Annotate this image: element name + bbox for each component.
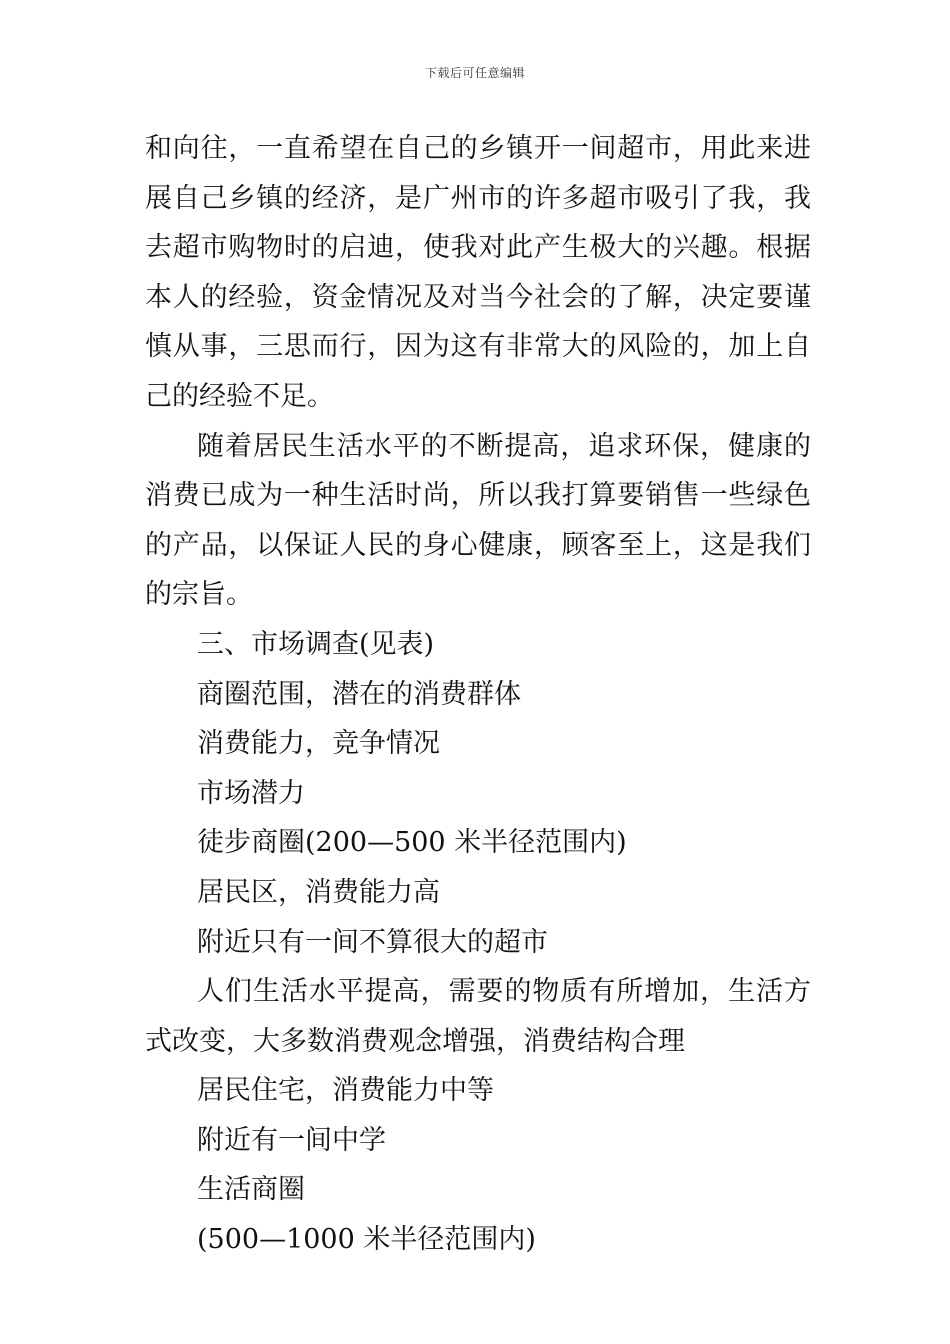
survey-line-walking-area: 徒步商圈(200—500 米半径范围内) [197,827,627,859]
body-text [145,124,811,1265]
survey-line-radius-range: (500—1000 米半径范围内) [197,1224,536,1256]
paragraph-living-standard: 人们生活水平提高，需要的物质有所增加，生活方式改变，大多数消费观念增强，消费结构合理 [145,976,811,1057]
survey-line-nearby-school: 附近有一间中学 [197,1124,386,1156]
survey-line-living-area: 生活商圈 [197,1174,305,1206]
survey-line-residential-medium: 居民住宅，消费能力中等 [197,1075,494,1107]
survey-line-market-potential: 市场潜力 [197,777,305,809]
survey-line-consumption-competition: 消费能力，竞争情况 [197,728,440,760]
header-note: 下载后可任意编辑 [424,66,525,80]
survey-line-residential-high: 居民区，消费能力高 [197,876,440,908]
paragraph-consumption: 随着居民生活水平的不断提高，追求环保，健康的消费已成为一种生活时尚，所以我打算要销售一些绿色的产品，以保证人民的身心健康，顾客至上，这是我们的宗旨。 [145,430,811,611]
survey-line-trade-area: 商圈范围，潜在的消费群体 [197,678,521,710]
section-title-market-survey: 三、市场调查(见表) [197,628,435,660]
survey-line-nearby-supermarket: 附近只有一间不算很大的超市 [197,926,548,958]
paragraph-intro: 和向往，一直希望在自己的乡镇开一间超市，用此来进展自己乡镇的经济，是广州市的许多超市吸引了我，我去超市购物时的启迪，使我对此产生极大的兴趣。根据本人的经验，资金情况及对当今社会的了解，决定要谨慎从事，三思而行，因为这有非常大的风险的，加上自己的经验不足。 [145,133,811,412]
